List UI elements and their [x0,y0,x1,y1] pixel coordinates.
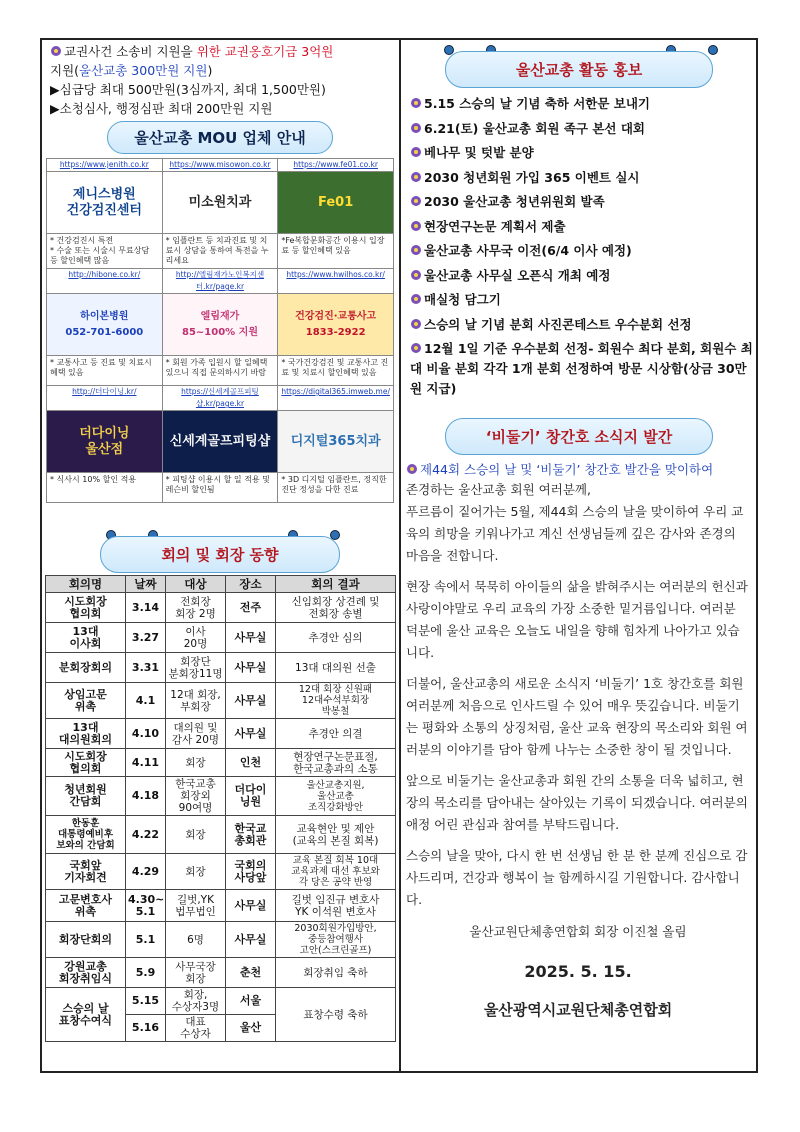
mou-url[interactable]: https://www.jenith.co.kr [47,159,163,172]
letter-paragraph: 더불어, 울산교총의 새로운 소식지 ‘비둘기’ 1호 창간호를 회원 여러분께 처음으로 인사드릴 수 있어 매우 뜻깊습니다. 비둘기는 평화와 소통의 상징처럼, 울산 교육 현장의 목소리와 회원 여러분의 이야기를 담아 함께 나누는 소중한 창이 될 것입니다. [406,676,748,757]
flower-bullet-icon [410,220,422,232]
mou-image-row [47,411,394,473]
meeting-date: 4.22 [126,816,166,854]
meeting-attendees: 한국교총 회장외 90여명 [166,777,226,816]
meeting-place: 인천 [226,749,276,777]
activity-text: 울산교총 사무국 이전(6/4 이사 예정) [424,243,632,258]
letter-paragraph: 현장 속에서 묵묵히 아이들의 삶을 밝혀주시는 여러분의 헌신과 사랑이야말로 우리 교육의 가장 소중한 밑거름입니다. 여러분 덕분에 울산 교육은 오늘도 내일을 향해 힘차게 나아가고 있습니다. [406,579,748,660]
mou-url[interactable]: https://digital365.imweb.me/ [278,386,394,411]
partner-logo: 미소원치과 [163,172,278,233]
meeting-name: 청년회원 간담회 [46,777,126,816]
activities-title: 울산교총 활동 홍보 [445,51,713,88]
meeting-title: 회의 및 회장 동향 [100,536,339,573]
flower-bullet-icon [410,146,422,158]
mou-url[interactable]: http://엘림재가노인복지센터.kr/page.kr [162,269,278,294]
notice-blue-highlight: 울산교총 300만원 지원 [79,63,208,78]
flower-bullet-icon [410,97,422,109]
meeting-result: 교육 본질 회복 10대 교육과제 대선 후보와 각 당은 공약 반영 [276,854,396,890]
partner-logo: 하이본병원 052-701-6000 [47,294,162,355]
mou-url-row [47,269,394,294]
activity-text: 12월 1일 기준 우수분회 선정- 회원수 최다 분회, 회원수 최대 비율 분회 각각 1개 분회 선정하여 방문 시상함(상금 30만원 지급) [410,341,753,396]
mou-logo-cell [278,294,394,356]
activity-item [410,264,754,289]
letter-signature: 울산교원단체총연합회 회장 이진철 올림 [469,924,687,939]
letter-paragraph: 앞으로 비둘기는 울산교총과 회원 간의 소통을 더욱 넓히고, 현장의 목소리를 담아내는 살아있는 기록이 되겠습니다. 여러분의 애정 어린 관심과 참여를 부탁드립니다. [406,773,748,832]
mou-url[interactable]: https://www.misowon.co.kr [162,159,278,172]
meeting-attendees: 대의원 및 감사 20명 [166,719,226,749]
mou-benefit: * 국가건강검진 및 교통사고 진료 및 치료시 할인혜택 있음 [278,356,394,386]
meeting-row [46,777,396,816]
mou-logo-cell [278,172,394,234]
meeting-table [45,575,396,1042]
meeting-attendees: 6명 [166,922,226,958]
activity-text: 6.21(토) 울산교총 회원 족구 본선 대회 [424,120,646,136]
meeting-row [46,623,396,653]
activity-item [410,141,754,166]
activity-item [410,313,754,338]
partner-logo: 엘림재가 85~100% 지원 [163,294,278,355]
meeting-header: 회의 결과 [276,576,396,593]
mou-logo-cell [162,294,278,356]
meeting-header: 날짜 [126,576,166,593]
meeting-date: 3.31 [126,653,166,683]
meeting-attendees: 사무국장 회장 [166,958,226,988]
meeting-row [46,922,396,958]
mou-benefit: * 식사시 10% 할인 적용 [47,473,163,503]
mou-benefit: * 교통사고 등 진료 및 치료시 혜택 있음 [47,356,163,386]
meeting-name: 국회앞 기자회견 [46,854,126,890]
mou-url[interactable]: https://www.fe01.co.kr [278,159,394,172]
activity-item [410,215,754,240]
meeting-banner [44,535,396,573]
meeting-place: 사무실 [226,890,276,922]
mou-desc-row [47,234,394,269]
meeting-attendees: 대표 수상자 [166,1015,226,1042]
activity-item [410,92,754,117]
meeting-name: 스승의 날 표창수여식 [46,988,126,1042]
meeting-place: 사무실 [226,719,276,749]
meeting-date: 4.1 [126,683,166,719]
mou-banner [44,120,396,154]
activity-text: 스승의 날 기념 분회 사진콘테스트 우수분회 선정 [424,316,692,332]
newsletter-title: ‘비둘기’ 창간호 소식지 발간 [445,418,713,455]
activities-list [404,88,754,399]
notice-detail: ▶심급당 최대 500만원(3심까지, 최대 1,500만원) [50,82,326,97]
mou-logo-cell [47,294,163,356]
meeting-date: 4.10 [126,719,166,749]
flower-bullet-icon [410,122,422,134]
flower-bullet-icon [410,195,422,207]
meeting-row [46,890,396,922]
mou-url[interactable]: https://신세계골프피팅샵.kr/page.kr [162,386,278,411]
meeting-place: 전주 [226,593,276,623]
meeting-attendees: 회장 [166,749,226,777]
meeting-header: 대상 [166,576,226,593]
meeting-place: 사무실 [226,653,276,683]
mou-image-row [47,172,394,234]
activity-text: 2030 청년회원 가입 365 이벤트 실시 [424,169,640,185]
mou-logo-cell [47,411,163,473]
flower-bullet-icon [410,318,422,330]
meeting-row [46,719,396,749]
meeting-date: 4.18 [126,777,166,816]
meeting-place: 더다이 닝원 [226,777,276,816]
mou-logo-cell [162,411,278,473]
mou-benefit: * 3D 디지털 임플란트, 정직한 진단 정성을 다한 진료 [278,473,394,503]
meeting-date: 5.9 [126,958,166,988]
letter-lead: 제44회 스승의 날 및 ‘비둘기’ 창간호 발간을 맞이하여 [420,462,714,477]
mou-desc-row [47,473,394,503]
meeting-result: 표창수령 축하 [276,988,396,1042]
column-divider [399,38,401,1073]
mou-image-row [47,294,394,356]
flower-bullet-icon [410,244,422,256]
notice-highlight: 위한 교권옹호기금 3억원 [196,44,334,59]
meeting-name: 13대 이사회 [46,623,126,653]
meeting-name: 한동훈 대통령예비후 보와의 간담회 [46,816,126,854]
meeting-header: 장소 [226,576,276,593]
meeting-result: 울산교총지원, 울산교총 조직강화방안 [276,777,396,816]
meeting-row [46,653,396,683]
mou-url[interactable]: http://더다이닝.kr/ [47,386,163,411]
meeting-attendees: 이사 20명 [166,623,226,653]
activity-item [410,239,754,264]
notice-text: 교권사건 소송비 지원을 [64,44,193,59]
meeting-row [46,683,396,719]
mou-benefit: *Fe복합문화공간 이용시 입장료 등 할인혜택 있음 [278,234,394,269]
letter-date: 2025. 5. 15. [524,962,632,981]
activity-text: 울산교총 사무실 오픈식 개최 예정 [424,267,611,283]
partner-logo: Fe01 [278,172,393,233]
mou-logo-cell [278,411,394,473]
activity-item [410,288,754,313]
activity-item [410,190,754,215]
activity-text: 5.15 스승의 날 기념 축하 서한문 보내기 [424,96,651,111]
meeting-name: 상임고문 위촉 [46,683,126,719]
meeting-name: 회장단회의 [46,922,126,958]
mou-url[interactable]: https://www.hwilhos.co.kr/ [278,269,394,294]
mou-grid [46,158,394,503]
notice-text: 지원( [50,63,80,78]
meeting-row [46,816,396,854]
activity-item [410,117,754,142]
meeting-date: 4.30~ 5.1 [126,890,166,922]
meeting-row [46,749,396,777]
partner-logo: 건강검진·교통사고 1833-2922 [278,294,393,355]
left-column [44,40,396,1042]
meeting-place: 춘천 [226,958,276,988]
meeting-attendees: 회장 [166,816,226,854]
activity-item [410,166,754,191]
meeting-name: 고문변호사 위촉 [46,890,126,922]
meeting-attendees: 회장단 분회장11명 [166,653,226,683]
mou-logo-cell [162,172,278,234]
meeting-header: 회의명 [46,576,126,593]
letter-organization: 울산광역시교원단체총연합회 [483,1001,673,1019]
meeting-result: 현장연구논문표절, 한국교총과의 소통 [276,749,396,777]
meeting-attendees: 12대 회장, 부회장 [166,683,226,719]
partner-logo: 제니스병원 건강검진센터 [47,172,162,233]
activity-text: 베나무 및 텃밭 분양 [424,145,534,160]
meeting-date: 3.27 [126,623,166,653]
meeting-row [46,593,396,623]
meeting-date: 4.29 [126,854,166,890]
notice-detail: ▶소청심사, 행정심판 최대 200만원 지원 [50,101,273,116]
meeting-result: 회장취임 축하 [276,958,396,988]
meeting-place: 울산 [226,1015,276,1042]
activities-banner [404,50,754,88]
flower-bullet-icon [410,293,422,305]
flower-bullet-icon [410,171,422,183]
meeting-attendees: 길벗,YK 법무법인 [166,890,226,922]
meeting-result: 2030회원가입방안, 중등참여행사 고안(스크린골프) [276,922,396,958]
flower-bullet-icon [410,342,422,354]
meeting-name: 13대 대의원회의 [46,719,126,749]
meeting-result: 13대 대의원 선출 [276,653,396,683]
mou-benefit: * 임플란트 등 치과진료 및 치료시 상담을 통하여 특전을 누리세요 [162,234,278,269]
meeting-result: 12대 회장 신원패 12대수석부회장 박봉철 [276,683,396,719]
meeting-result: 추경안 심의 [276,623,396,653]
mou-benefit: * 피팅샵 이용시 할 일 적용 및 레슨비 할인됨 [162,473,278,503]
meeting-name: 강원교총 회장취임식 [46,958,126,988]
partner-logo: 신세계골프피팅샵 [163,411,278,472]
meeting-name: 시도회장 협의회 [46,749,126,777]
partner-logo: 더다이닝 울산점 [47,411,162,472]
meeting-row [46,854,396,890]
meeting-place: 국회의 사당앞 [226,854,276,890]
meeting-place: 사무실 [226,623,276,653]
meeting-result: 교육현안 및 제안 (교육의 본질 회복) [276,816,396,854]
meeting-row [46,988,396,1015]
right-column [404,40,754,1021]
mou-url[interactable]: http://hibone.co.kr/ [47,269,163,294]
mou-benefit: * 회원 가족 입원시 할 일혜택 있으니 직접 문의하시기 바람 [162,356,278,386]
activity-item [410,339,754,399]
meeting-date: 4.11 [126,749,166,777]
meeting-place: 사무실 [226,922,276,958]
meeting-place: 사무실 [226,683,276,719]
mou-url-row [47,386,394,411]
pin-icon [708,45,718,55]
meeting-date: 5.16 [126,1015,166,1042]
meeting-result: 추경안 의결 [276,719,396,749]
mou-desc-row [47,356,394,386]
meeting-place: 서울 [226,988,276,1015]
meeting-attendees: 회장, 수상자3명 [166,988,226,1015]
letter-paragraph: 스승의 날을 맞아, 다시 한 번 선생님 한 분 한 분께 진심으로 감사드리며, 건강과 행복이 늘 함께하시길 기원합니다. 감사합니다. [406,848,748,907]
activity-text: 현장연구논문 계획서 제출 [424,218,566,234]
meeting-date: 3.14 [126,593,166,623]
letter-paragraph: 푸르름이 짙어가는 5월, 제44회 스승의 날을 맞이하여 우리 교육의 희망을 키워나가고 계신 선생님들께 깊은 감사와 존경의 마음을 전합니다. [406,504,744,563]
letter-greeting: 존경하는 울산교총 회원 여러분께, [406,482,591,497]
activity-text: 매실청 담그기 [424,292,501,307]
meeting-date: 5.1 [126,922,166,958]
meeting-attendees: 전회장 회장 2명 [166,593,226,623]
partner-logo: 디지털365치과 [278,411,393,472]
legal-support-notice [44,40,396,118]
meeting-name: 분회장회의 [46,653,126,683]
activity-text: 2030 울산교총 청년위원회 발족 [424,194,605,209]
flower-bullet-icon [50,45,62,57]
mou-url-row [47,159,394,172]
meeting-result: 신임회장 상견례 및 전회장 송별 [276,593,396,623]
meeting-result: 길벗 임진규 변호사 YK 이석원 변호사 [276,890,396,922]
newsletter-banner [404,417,754,455]
meeting-name: 시도회장 협의회 [46,593,126,623]
mou-benefit: * 건강검진시 특전 * 수술 또는 시술시 무료상담 등 할인혜택 많음 [47,234,163,269]
flower-bullet-icon [410,269,422,281]
flower-bullet-icon [406,463,418,475]
newsletter-letter [404,461,754,1021]
meeting-place: 한국교 총회관 [226,816,276,854]
mou-logo-cell [47,172,163,234]
notice-text: ) [207,63,213,78]
meeting-row [46,958,396,988]
mou-title: 울산교총 MOU 업체 안내 [107,121,332,154]
meeting-attendees: 회장 [166,854,226,890]
meeting-date: 5.15 [126,988,166,1015]
